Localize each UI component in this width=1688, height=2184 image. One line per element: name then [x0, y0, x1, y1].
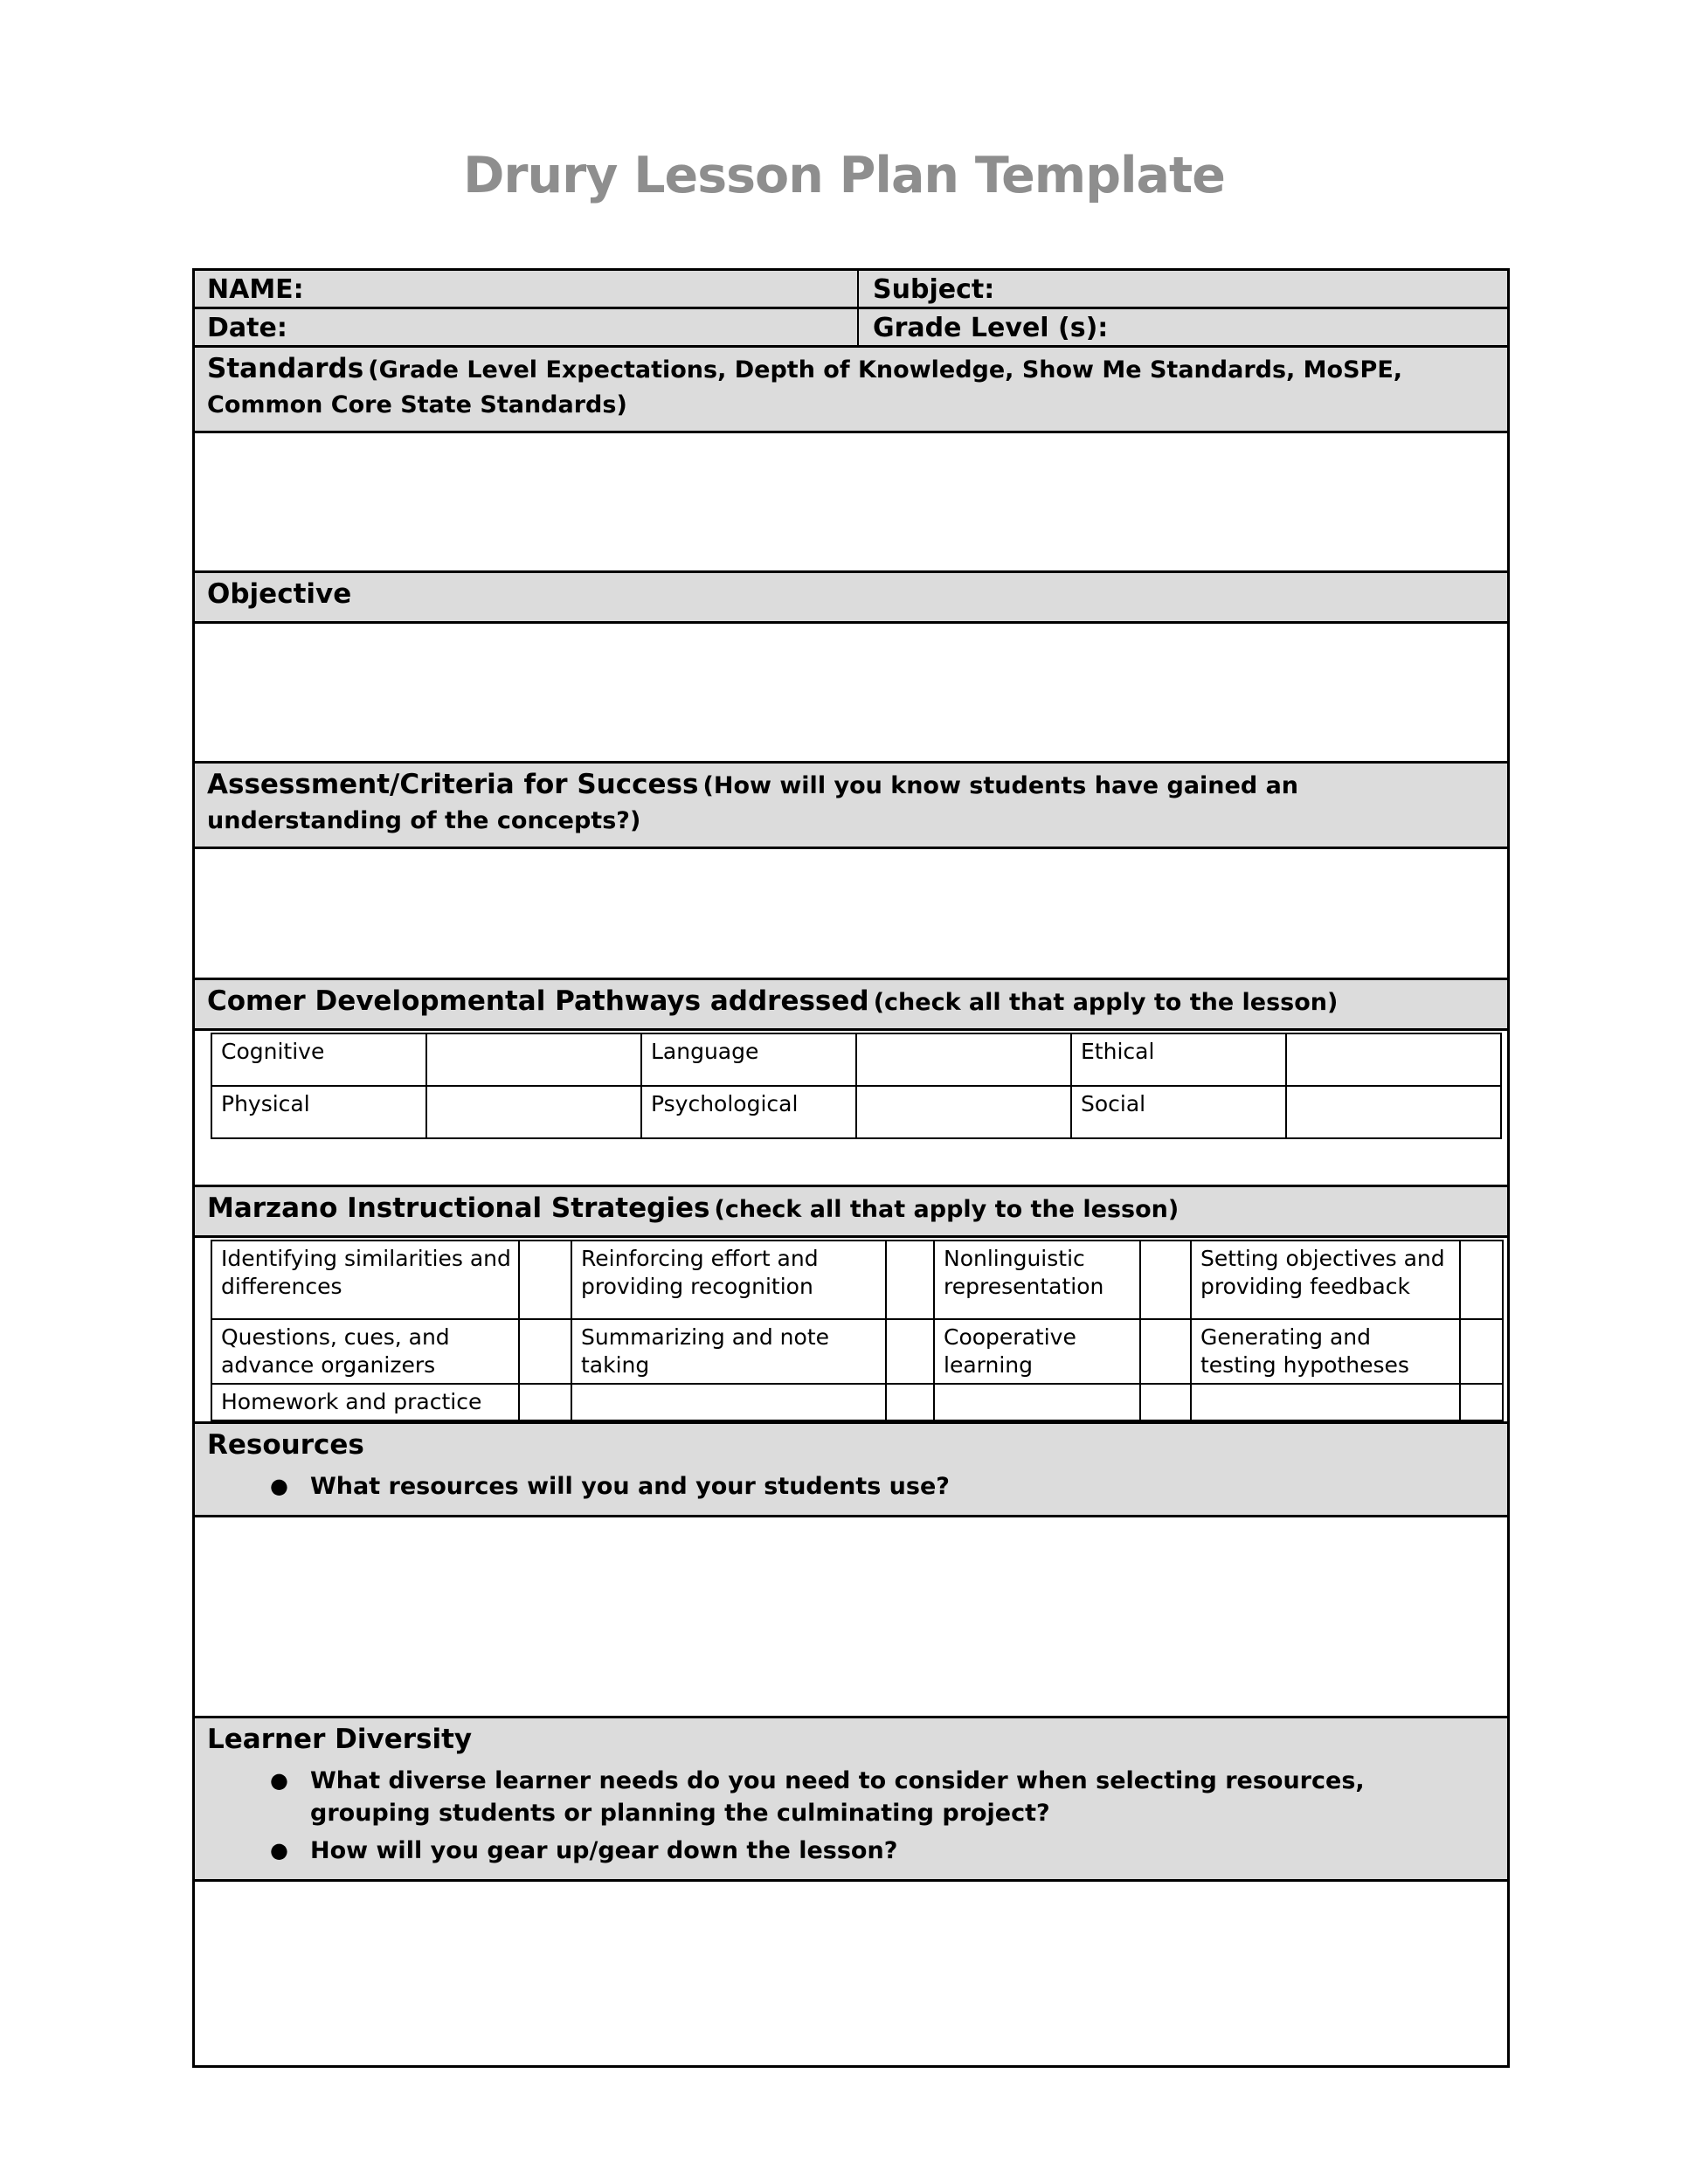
standards-header	[195, 348, 1507, 433]
pathway-label-physical: Physical	[211, 1086, 426, 1138]
comer-spacer	[195, 1139, 1507, 1185]
learner-diversity-bullets	[207, 1765, 1493, 1867]
comer-pathways-table	[211, 1033, 1502, 1139]
objective-header	[195, 573, 1507, 624]
strategy-label-hypotheses: Generating and testing hypotheses	[1191, 1319, 1460, 1384]
comer-header	[195, 980, 1507, 1031]
strategy-label-objectives: Setting objectives and providing feedback	[1191, 1241, 1460, 1319]
checkbox-cell-physical[interactable]	[426, 1086, 641, 1138]
checkbox-cell-ethical[interactable]	[1286, 1033, 1501, 1086]
checkbox-cell-summarizing[interactable]	[886, 1319, 934, 1384]
objective-title: Objective	[207, 578, 352, 610]
resources-bullet-1: ● What resources will you and your students use?	[207, 1470, 1493, 1503]
marzano-table-area	[195, 1240, 1507, 1424]
comer-title: Comer Developmental Pathways addressed	[207, 985, 869, 1017]
assessment-subtitle: (How will you know students have gained an understanding of the concepts?)	[207, 772, 1299, 834]
resources-bullets	[207, 1470, 1493, 1503]
pathway-label-ethical: Ethical	[1071, 1033, 1286, 1086]
date-grade-row	[195, 309, 1507, 348]
marzano-row-3	[211, 1384, 1503, 1420]
subject-field[interactable]: Subject:	[873, 274, 995, 305]
comer-table-area	[195, 1033, 1507, 1187]
learner-diversity-header	[195, 1718, 1507, 1882]
checkbox-cell-social[interactable]	[1286, 1086, 1501, 1138]
checkbox-cell-psychological[interactable]	[856, 1086, 1071, 1138]
strategy-label-cooperative: Cooperative learning	[934, 1319, 1140, 1384]
learner-diversity-bullet-2: ● How will you gear up/gear down the lesson?	[207, 1835, 1493, 1867]
strategy-label-questions: Questions, cues, and advance organizers	[211, 1319, 519, 1384]
lesson-plan-table	[192, 268, 1510, 2068]
learner-diversity-input-area[interactable]	[195, 1882, 1507, 2065]
comer-row-2	[211, 1086, 1501, 1138]
pathway-label-language: Language	[641, 1033, 856, 1086]
assessment-input-area[interactable]	[195, 849, 1507, 980]
strategy-label-homework: Homework and practice	[211, 1384, 519, 1420]
checkbox-cell-cooperative[interactable]	[1140, 1319, 1191, 1384]
marzano-title: Marzano Instructional Strategies	[207, 1192, 710, 1224]
checkbox-cell-questions[interactable]	[519, 1319, 571, 1384]
checkbox-cell-reinforcing[interactable]	[886, 1241, 934, 1319]
checkbox-cell-cognitive[interactable]	[426, 1033, 641, 1086]
checkbox-cell-language[interactable]	[856, 1033, 1071, 1086]
standards-title: Standards	[207, 353, 364, 384]
checkbox-cell-homework[interactable]	[519, 1384, 571, 1420]
checkbox-cell-empty-3[interactable]	[1460, 1384, 1503, 1420]
pathway-label-psychological: Psychological	[641, 1086, 856, 1138]
name-field[interactable]: NAME:	[195, 271, 859, 307]
date-field[interactable]: Date:	[195, 309, 859, 345]
checkbox-cell-nonlinguistic[interactable]	[1140, 1241, 1191, 1319]
strategy-label-empty-2	[934, 1384, 1140, 1420]
checkbox-cell-objectives[interactable]	[1460, 1241, 1503, 1319]
strategy-label-similarities: Identifying similarities and differences	[211, 1241, 519, 1319]
strategy-label-nonlinguistic: Nonlinguistic representation	[934, 1241, 1140, 1319]
grade-level-field[interactable]: Grade Level (s):	[873, 313, 1109, 343]
strategy-label-empty-1	[571, 1384, 886, 1420]
checkbox-cell-hypotheses[interactable]	[1460, 1319, 1503, 1384]
standards-subtitle: (Grade Level Expectations, Depth of Knowledge, Show Me Standards, MoSPE, Common Core State Standards)	[207, 356, 1403, 418]
strategy-label-reinforcing: Reinforcing effort and providing recognition	[571, 1241, 886, 1319]
assessment-title: Assessment/Criteria for Success	[207, 769, 699, 800]
learner-diversity-title: Learner Diversity	[207, 1724, 473, 1755]
comer-row-1	[211, 1033, 1501, 1086]
learner-diversity-bullet-1: ● What diverse learner needs do you need to consider when selecting resources, grouping students or planning the culminating project?	[207, 1765, 1493, 1829]
strategy-label-empty-3	[1191, 1384, 1460, 1420]
assessment-header	[195, 764, 1507, 849]
comer-subtitle: (check all that apply to the lesson)	[873, 989, 1339, 1016]
marzano-row-1	[211, 1241, 1503, 1319]
checkbox-cell-empty-2[interactable]	[1140, 1384, 1191, 1420]
pathway-label-social: Social	[1071, 1086, 1286, 1138]
page-title: Drury Lesson Plan Template	[463, 147, 1225, 204]
checkbox-cell-empty-1[interactable]	[886, 1384, 934, 1420]
marzano-row-2	[211, 1319, 1503, 1384]
marzano-subtitle: (check all that apply to the lesson)	[714, 1196, 1180, 1223]
resources-header	[195, 1424, 1507, 1517]
resources-title: Resources	[207, 1429, 364, 1461]
name-subject-row	[195, 271, 1507, 309]
pathway-label-cognitive: Cognitive	[211, 1033, 426, 1086]
bullet-icon: ●	[270, 1474, 288, 1498]
objective-input-area[interactable]	[195, 624, 1507, 764]
bullet-icon: ●	[270, 1838, 288, 1863]
standards-input-area[interactable]	[195, 433, 1507, 573]
bullet-icon: ●	[270, 1768, 288, 1793]
strategy-label-summarizing: Summarizing and note taking	[571, 1319, 886, 1384]
resources-input-area[interactable]	[195, 1517, 1507, 1718]
checkbox-cell-similarities[interactable]	[519, 1241, 571, 1319]
marzano-strategies-table	[211, 1240, 1504, 1421]
marzano-header	[195, 1187, 1507, 1238]
